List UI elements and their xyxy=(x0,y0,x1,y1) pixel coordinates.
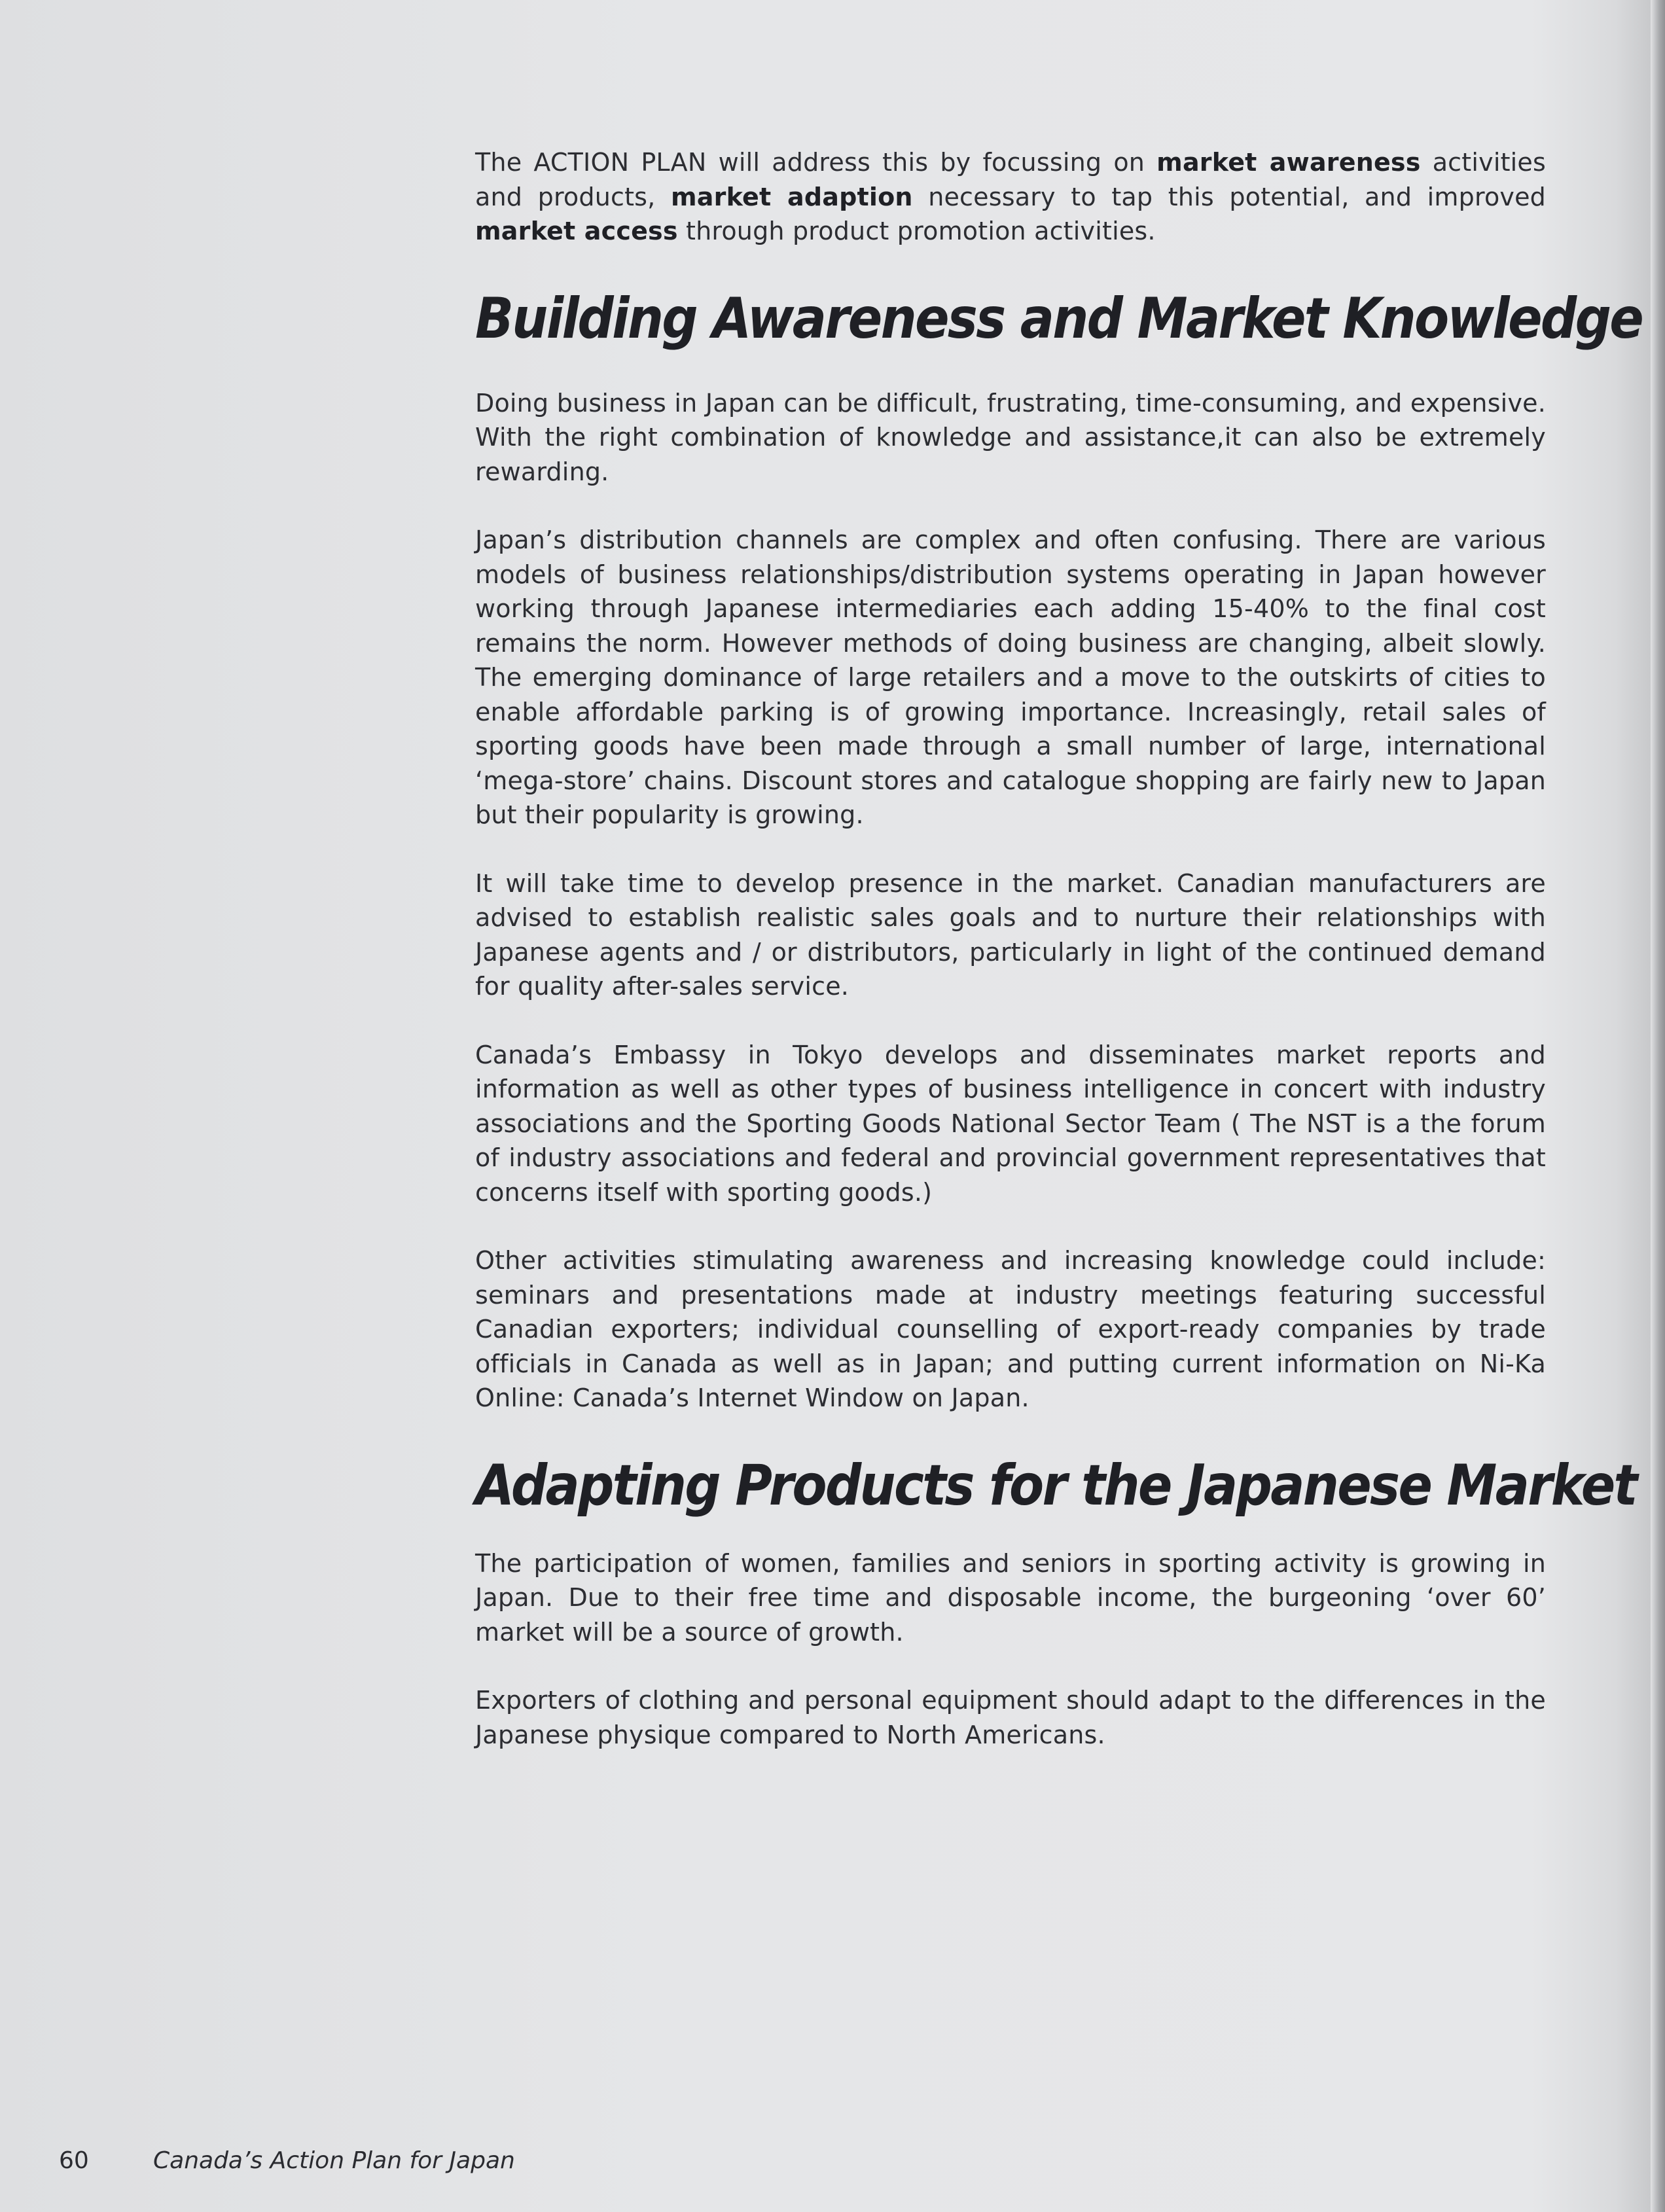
section2-paragraph: Exporters of clothing and personal equipment should adapt to the differences in the Japanese physique compared to North Americans. xyxy=(475,1686,1546,1749)
page-footer xyxy=(59,2144,515,2178)
section-heading-adapting-products: Adapting Products for the Japanese Market xyxy=(475,1452,1636,1518)
section1-paragraph: Japan’s distribution channels are complex and often confusing. There are various models of business relationships/distribution systems operating in Japan however working through Japanese intermediaries each adding 15-40% to the final cost remains the norm. However methods of doing business are changing, albeit slowly. The emerging dominance of large retailers and a move to the outskirts of cities to enable affordable parking is of growing importance. Increasingly, retail sales of sporting goods have been made through a small number of large, international ‘mega-store’ chains. Discount stores and catalogue shopping are fairly new to Japan but their popularity is growing. xyxy=(475,526,1546,829)
publication-title: Canada’s Action Plan for Japan xyxy=(153,2147,515,2174)
section1-paragraph: Other activities stimulating awareness and increasing knowledge could include: seminars and presentations made at industry meetings featuring successful Canadian exporters; individual counselling of export-ready companies by trade officials in Canada as well as in Japan; and putting current information on Ni-Ka Online: Canada’s Internet Window on Japan. xyxy=(475,1246,1546,1412)
intro-bold-market-adaption: market adaption xyxy=(670,182,913,211)
intro-text-2: activities and products, xyxy=(475,148,1547,211)
page-content xyxy=(475,145,1643,1786)
page-number: 60 xyxy=(59,2147,89,2174)
section1-paragraph: Canada’s Embassy in Tokyo develops and disseminates market reports and information as well as other types of business intelligence in concert with industry associations and the Sporting Goods National Sector Team ( The NST is a the forum of industry associations and federal and provincial government representatives that concerns itself with sporting goods.) xyxy=(475,1040,1546,1207)
intro-text-3: necessary to tap this potential, and improved xyxy=(912,182,1546,211)
section1-paragraph: Doing business in Japan can be difficult, frustrating, time-consuming, and expensive. With the right combination of knowledge and assistance,it can also be extremely rewarding. xyxy=(475,388,1546,486)
intro-bold-market-awareness: market awareness xyxy=(1156,148,1421,177)
section2-paragraph: The participation of women, families and seniors in sporting activity is growing in Japan. Due to their free time and disposable income, the burgeoning ‘over 60’ market will be a source of growth. xyxy=(475,1548,1546,1647)
section-heading-building-awareness: Building Awareness and Market Knowledge xyxy=(475,285,1643,351)
intro-text-4: through product promotion activities. xyxy=(677,217,1156,245)
page-edge-shadow xyxy=(1651,0,1665,2212)
section1-paragraph: It will take time to develop presence in the market. Canadian manufacturers are advised to establish realistic sales goals and to nurture their relationships with Japanese agents and / or distributors, particularly in light of the continued demand for quality after-sales service. xyxy=(475,868,1546,1001)
intro-paragraph xyxy=(475,145,1546,249)
intro-bold-market-access: market access xyxy=(475,217,678,245)
intro-text-1: The ACTION PLAN will address this by focussing on xyxy=(475,148,1157,177)
